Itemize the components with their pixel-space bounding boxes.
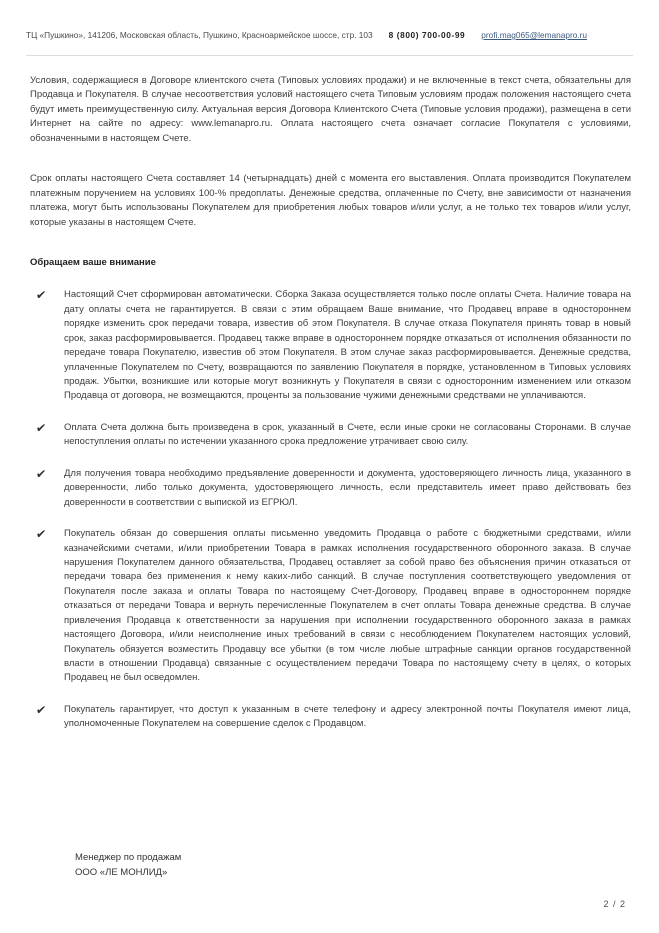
terms-paragraph-1: Условия, содержащиеся в Договоре клиентского счета (Типовых условиях продажи) и не включенные в текст счета, обязательны для Продавца и Покупателя. В случае несоответствия условий настоящего счета Типовым условиям продаж положения настоящего счета будут иметь преимущественную силу. Актуальная версия Договора Клиентского Счета (Типовые условия продажи), размещена в сети Интернет на сайте по адресу: www.lemanapro.ru. Оплата настоящего счета означает согласие Покупателя с условиями, обозначенными в настоящем Счете.: [30, 75, 631, 144]
phone-number: 8 (800) 700-00-99: [388, 30, 466, 40]
email-link[interactable]: profi.mag065@lemanapro.ru: [481, 30, 588, 40]
list-item: [30, 703, 631, 732]
list-item: [30, 421, 631, 450]
list-item: [30, 467, 631, 510]
store-address: ТЦ «Пушкино», 141206, Московская область, Пушкино, Красноармейское шоссе, стр. 103: [26, 30, 373, 40]
notice-list: [30, 288, 631, 731]
checkmark-icon: ✔: [35, 466, 47, 481]
manager-title: Менеджер по продажам: [75, 852, 182, 863]
page-header: [26, 30, 633, 40]
notice-heading: Обращаем ваше внимание: [30, 256, 156, 268]
notice-item-text: Оплата Счета должна быть произведена в срок, указанный в Счете, если иные сроки не согласованы Сторонами. В случае непоступления оплаты по истечении указанного срока предложение утрачивает свою силу.: [64, 421, 631, 448]
checkmark-icon: ✔: [35, 527, 47, 542]
list-item: [30, 288, 631, 404]
checkmark-icon: ✔: [35, 288, 47, 303]
header-divider: [26, 55, 633, 56]
terms-paragraph-2: Срок оплаты настоящего Счета составляет 14 (четырнадцать) дней с момента его выставления. Оплата производится Покупателем платежным поручением на условиях 100-% предоплаты. Денежные средства, оплаченные по Счету, вне зависимости от назначения платежа, могут быть использованы Покупателем для приобретения любых товаров и/или услуг, а не только тех товаров и/или услуг, которые указаны в настоящем Счете.: [30, 173, 631, 228]
page-number: 2 / 2: [603, 899, 626, 909]
notice-item-text: Для получения товара необходимо предъявление доверенности и документа, удостоверяющего личность лица, указанного в доверенности, либо только документа, удостоверяющего личность, если представитель имеет право действовать без доверенности в соответствии с выпиской из ЕГРЮЛ.: [64, 467, 631, 508]
checkmark-icon: ✔: [35, 420, 47, 435]
checkmark-icon: ✔: [35, 702, 47, 717]
list-item: [30, 527, 631, 686]
signature-block: [75, 851, 181, 880]
notice-item-text: Покупатель обязан до совершения оплаты письменно уведомить Продавца о работе с бюджетными средствами, и/или казначейскими счетами, и/или приобретении Товара в рамках исполнения государственного оборонного заказа. В случае нарушения Покупателем данного обязательства, Продавец оставляет за собой право без объяснения причин отказаться от передачи товара без применения к нему каких-либо санкций. В случае поступления соответствующего уведомления от Покупателя после заказа и оплаты Товара по настоящему Счет-Договору, Продавец вправе в одностороннем порядке отказаться от передачи Товара и вернуть перечисленные Покупателем в счет оплаты Товара денежные средства. В случае привлечения Продавца к ответственности за нарушения при исполнении государственного оборонного заказа в рамках настоящего Договора, и/или неисполнение иных требований в связи с несоблюдением Покупателем настоящих условий, Покупатель обязуется возместить Продавцу все убытки (в том числе любые штрафные санкции органов государственной власти в отношении Продавца) связанные с осуществлением передачи Товара по настоящему счету в целях, о которых Продавец не был осведомлен.: [64, 528, 631, 684]
document-body: [30, 74, 631, 749]
company-name: ООО «ЛЕ МОНЛИД»: [75, 866, 168, 878]
notice-item-text: Покупатель гарантирует, что доступ к указанным в счете телефону и адресу электронной почты Покупателя имеют лица, уполномоченные Покупателем на совершение сделок с Продавцом.: [64, 703, 631, 730]
notice-item-text: Настоящий Счет сформирован автоматически. Сборка Заказа осуществляется только после оплаты Счета. Наличие товара на дату оплаты счета не гарантируется. В связи с этим обращаем Ваше внимание, что Продавец вправе в одностороннем порядке изменить срок передачи товара, известив об этом Покупателя. В случае отказа Покупателя принять товар в новый срок, заказ расформировывается. Продавец также вправе в одностороннем порядке отказаться от исполнения обязанности по передаче товара Покупателю, известив об этом Покупателя. В этом случае заказ расформировывается. Денежные средства, уплаченные Покупателем по Счету, возвращаются по заявлению Покупателя в порядке, установленном в Типовых условиях продаж. Убытки, возникшие или которые могут возникнуть у Покупателя в связи с односторонним изменением или отказом Продавца от договора, не возмещаются, проценты за пользование чужими денежными средствами не уплачиваются.: [64, 289, 631, 402]
